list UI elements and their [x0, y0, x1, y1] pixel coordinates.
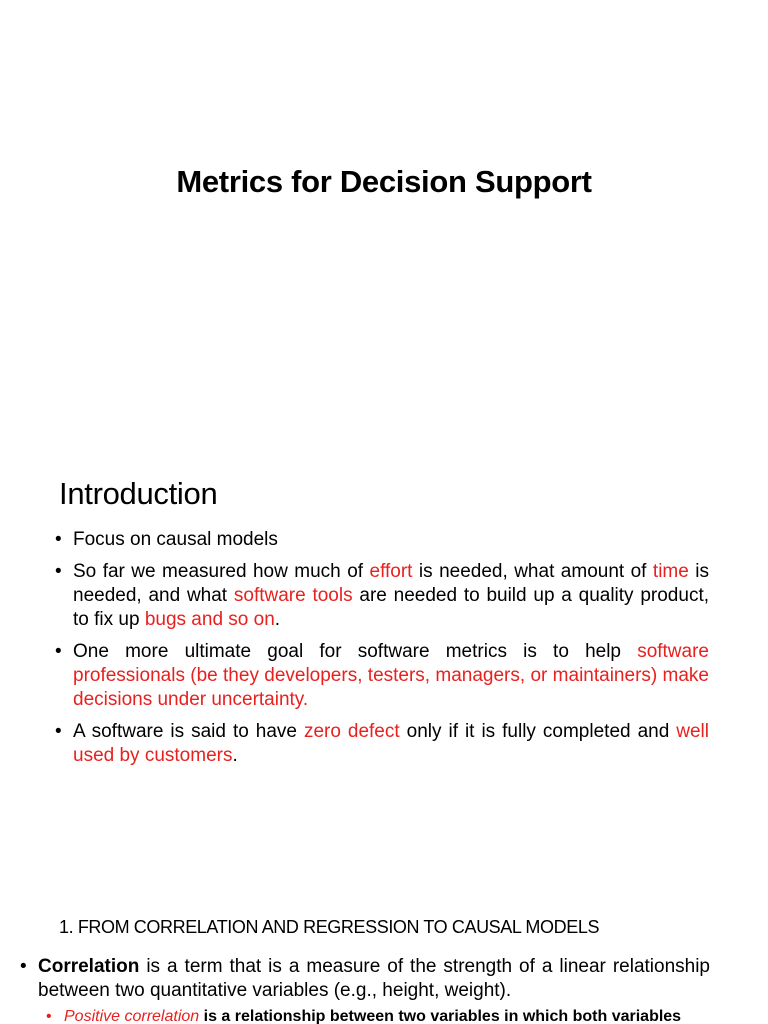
highlight-text: bugs and so on [144, 609, 275, 630]
bullet-text: is needed, what amount of [412, 561, 653, 582]
bullet-text: only if it is fully completed and [399, 721, 677, 742]
bullet-list [20, 955, 710, 1024]
bullet-item [55, 528, 709, 552]
bullet-item [55, 560, 709, 632]
slide-heading: Introduction [59, 476, 218, 511]
title-slide [0, 0, 768, 432]
term-bold: Correlation [38, 956, 140, 977]
sub-bullet-item [38, 1007, 710, 1024]
bullet-item [20, 955, 710, 1024]
bullet-text: . [232, 745, 238, 766]
term-italic: Positive correlation [64, 1008, 200, 1024]
introduction-slide [0, 432, 768, 864]
bullet-text: A software is said to have [73, 721, 304, 742]
bullet-text: is needed, and what [73, 561, 709, 606]
bullet-list [55, 528, 709, 776]
highlight-text: effort [369, 561, 413, 582]
bullet-item [55, 640, 709, 712]
sub-bullet-list [38, 1007, 710, 1024]
slide-title: Metrics for Decision Support [176, 164, 592, 199]
bullet-text: . [274, 609, 281, 630]
bullet-text: One more ultimate goal for software metrics is to help [73, 641, 638, 662]
correlation-slide [0, 864, 768, 1024]
highlight-text: software tools [233, 585, 353, 606]
bullet-text: are needed to build up a quality product, to fix up [73, 585, 709, 630]
highlight-text: zero defect [303, 721, 400, 742]
section-heading: 1. FROM CORRELATION AND REGRESSION TO CAUSAL MODELS [59, 917, 600, 937]
highlight-text: time [652, 561, 689, 582]
bullet-text: is a term that is a measure of the strength of a linear relationship between two quantitative variables (e.g., height, weight). [38, 956, 710, 1001]
sub-bullet-text: is a relationship between two variables in which both variables [199, 1008, 682, 1024]
bullet-text: So far we measured how much of [73, 561, 370, 582]
highlight-text: well used by customers [73, 721, 709, 766]
bullet-text: Focus on causal models [73, 529, 278, 550]
highlight-text: software professionals (be they developers, testers, managers, or maintainers) make decisions under uncertainty. [73, 641, 709, 710]
bullet-item [55, 720, 709, 768]
